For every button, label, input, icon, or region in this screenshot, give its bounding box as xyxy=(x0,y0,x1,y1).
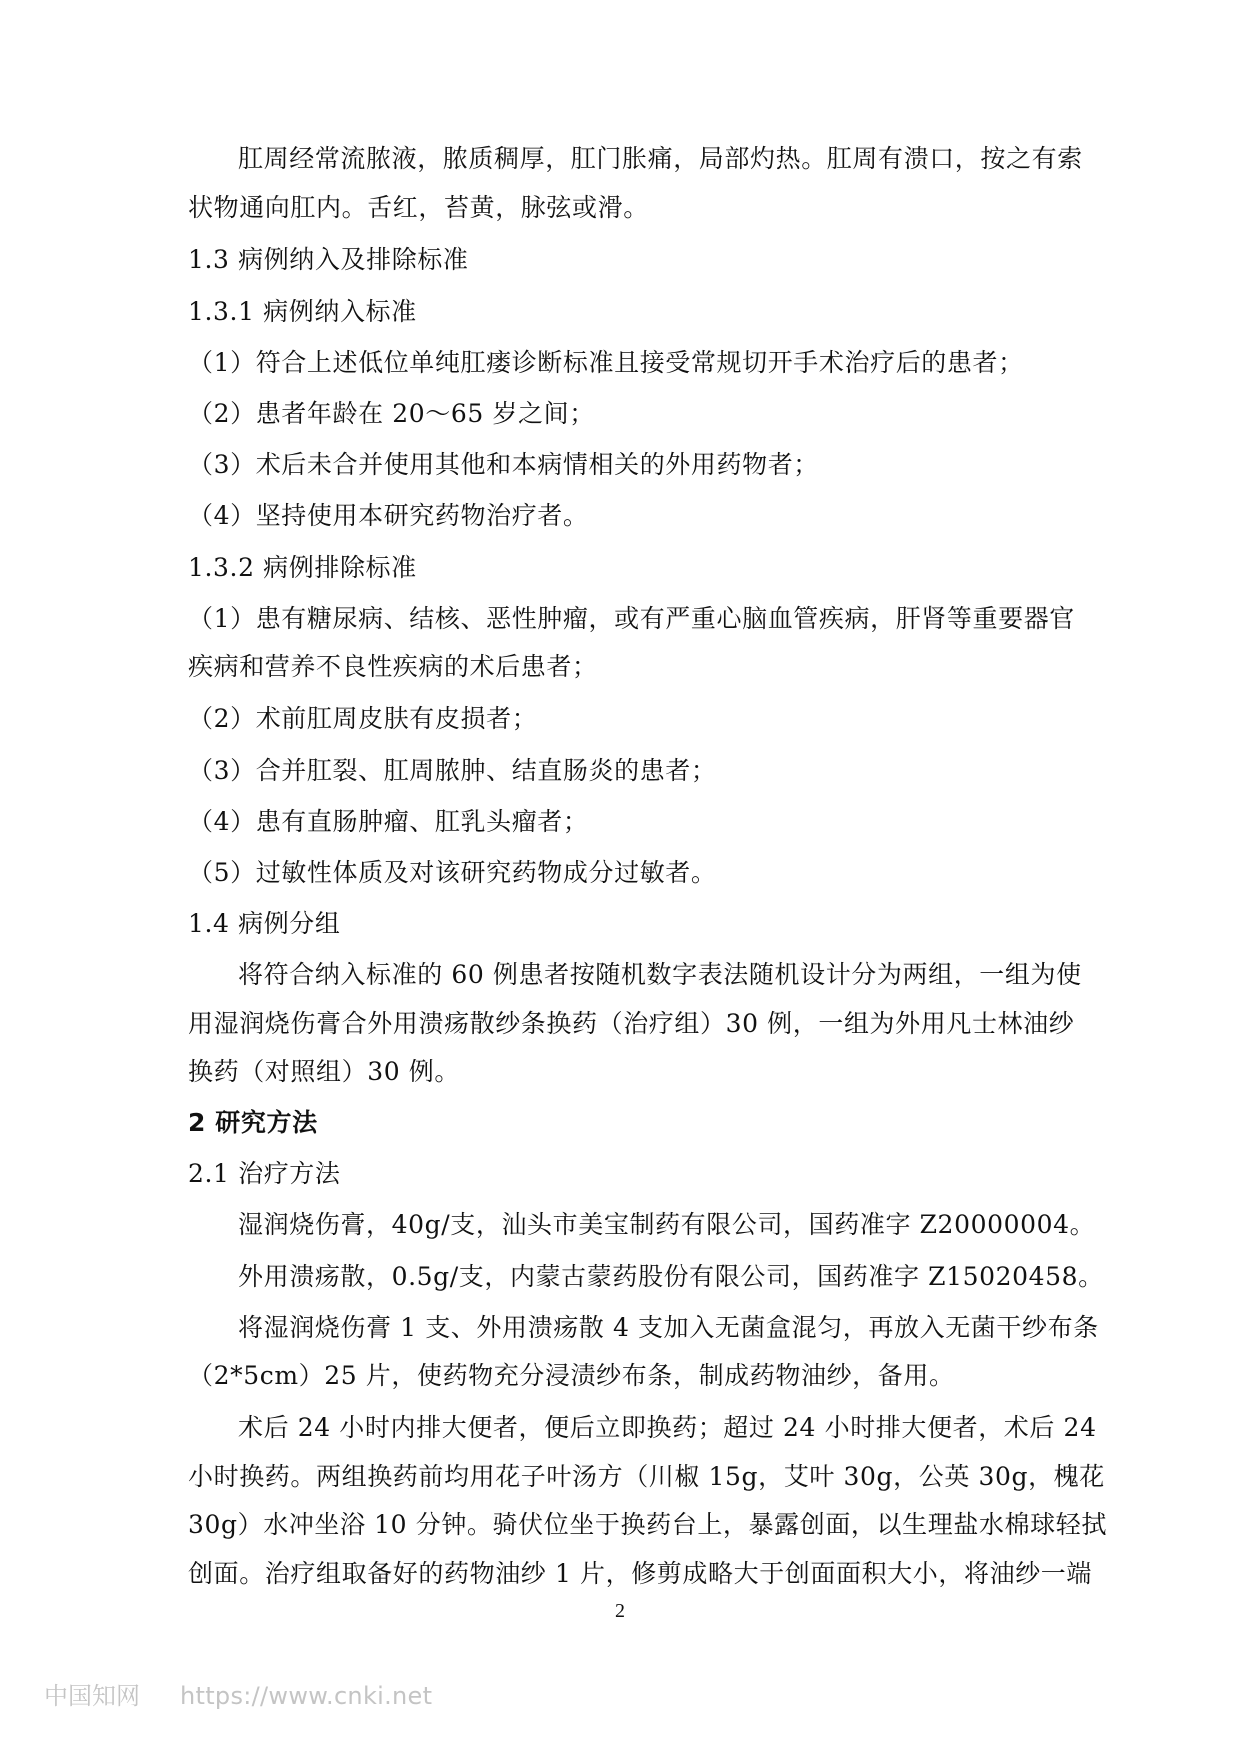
paragraph-line: 肛周经常流脓液，脓质稠厚，肛门胀痛，局部灼热。肛周有溃口，按之有索 xyxy=(238,144,1083,173)
section-heading: 1.3 病例纳入及排除标准 xyxy=(188,245,469,274)
paragraph-line: 小时换药。两组换药前均用花子叶汤方（川椒 15g，艾叶 30g，公英 30g，槐花 xyxy=(188,1462,1105,1491)
watermark-logo: 中国知网 xyxy=(44,1682,140,1710)
paragraph-line: 30g）水冲坐浴 10 分钟。骑伏位坐于换药台上，暴露创面，以生理盐水棉球轻拭 xyxy=(188,1510,1107,1539)
paragraph-line: 换药（对照组）30 例。 xyxy=(188,1057,460,1086)
watermark xyxy=(44,1676,432,1711)
list-item: （2）术前肛周皮肤有皮损者； xyxy=(188,704,538,733)
section-heading: 1.4 病例分组 xyxy=(188,909,341,938)
paragraph-line: 湿润烧伤膏，40g/支，汕头市美宝制药有限公司，国药准字 Z20000004。 xyxy=(238,1210,1096,1239)
list-item: （3）术后未合并使用其他和本病情相关的外用药物者； xyxy=(188,450,819,479)
subsection-heading: 1.3.1 病例纳入标准 xyxy=(188,297,417,326)
list-item: （3）合并肛裂、肛周脓肿、结直肠炎的患者； xyxy=(188,756,717,785)
list-item: （1）患有糖尿病、结核、恶性肿瘤，或有严重心脑血管疾病，肝肾等重要器官 xyxy=(188,604,1075,633)
page-number: 2 xyxy=(615,1600,625,1622)
paragraph-line: 将符合纳入标准的 60 例患者按随机数字表法随机设计分为两组，一组为使 xyxy=(238,960,1082,989)
chapter-heading: 2 研究方法 xyxy=(188,1108,318,1137)
watermark-site: https://www.cnki.net xyxy=(180,1682,433,1710)
section-heading: 2.1 治疗方法 xyxy=(188,1159,341,1188)
list-item: （2）患者年龄在 20～65 岁之间； xyxy=(188,399,595,428)
list-item: （4）坚持使用本研究药物治疗者。 xyxy=(188,501,589,530)
list-item: （5）过敏性体质及对该研究药物成分过敏者。 xyxy=(188,858,717,887)
paragraph-line: 外用溃疡散，0.5g/支，内蒙古蒙药股份有限公司，国药准字 Z15020458。 xyxy=(238,1262,1104,1291)
list-item-continuation: 疾病和营养不良性疾病的术后患者； xyxy=(188,652,598,681)
paragraph-line: 用湿润烧伤膏合外用溃疡散纱条换药（治疗组）30 例，一组为外用凡士林油纱 xyxy=(188,1009,1075,1038)
subsection-heading: 1.3.2 病例排除标准 xyxy=(188,553,417,582)
paragraph-line: 术后 24 小时内排大便者，便后立即换药；超过 24 小时排大便者，术后 24 xyxy=(238,1413,1097,1442)
list-item: （4）患有直肠肿瘤、肛乳头瘤者； xyxy=(188,807,589,836)
paragraph-line: 状物通向肛内。舌红，苔黄，脉弦或滑。 xyxy=(188,193,649,222)
paragraph-line: （2*5cm）25 片，使药物充分浸渍纱布条，制成药物油纱，备用。 xyxy=(188,1361,955,1390)
list-item: （1）符合上述低位单纯肛瘘诊断标准且接受常规切开手术治疗后的患者； xyxy=(188,348,1024,377)
paragraph-line: 创面。治疗组取备好的药物油纱 1 片，修剪成略大于创面面积大小，将油纱一端 xyxy=(188,1559,1093,1588)
paragraph-line: 将湿润烧伤膏 1 支、外用溃疡散 4 支加入无菌盒混匀，再放入无菌干纱布条 xyxy=(238,1313,1099,1342)
